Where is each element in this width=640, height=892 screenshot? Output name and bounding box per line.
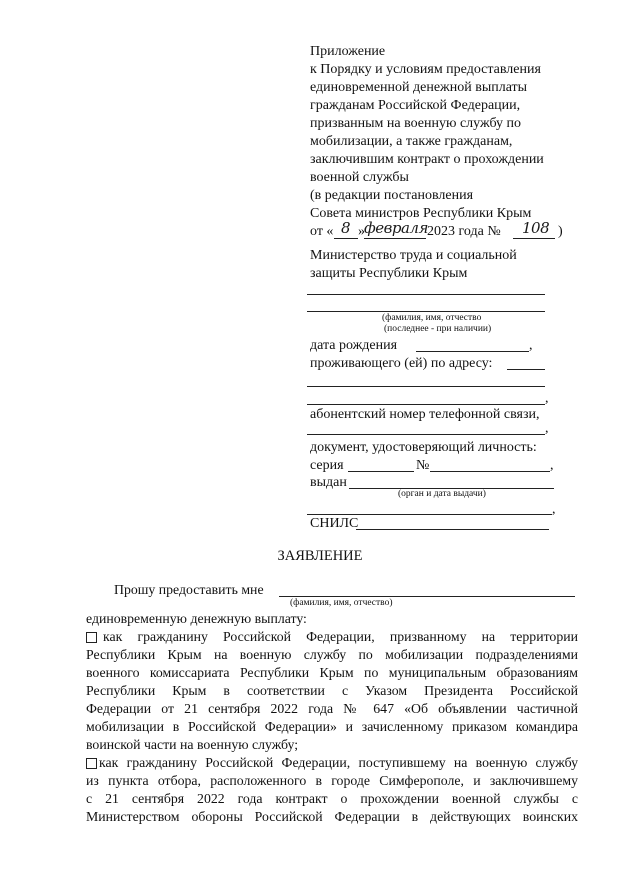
option-2 — [86, 754, 578, 826]
date-close: ) — [558, 224, 563, 239]
date-prefix: от « — [310, 224, 334, 239]
ministry-line: Министерство труда и социальной — [310, 248, 517, 263]
fio-line[interactable] — [307, 311, 545, 312]
ministry-line: защиты Республики Крым — [310, 266, 468, 281]
option-1 — [86, 628, 578, 754]
document-title: ЗАЯВЛЕНИЕ — [277, 548, 363, 564]
option-2-line: из пункта отбора, расположенного в городе Симферополе, и заключившему — [86, 773, 578, 788]
fio-line[interactable] — [307, 294, 545, 295]
address-end: , — [545, 391, 549, 406]
issued-label: выдан — [310, 475, 347, 490]
request-lead: Прошу предоставить мне — [114, 582, 264, 597]
option-1-line — [86, 628, 578, 646]
series-label: серия — [310, 458, 344, 473]
birth-end: , — [529, 338, 533, 353]
birth-date-field[interactable] — [416, 351, 529, 352]
option-2-line: Министерством обороны Российской Федерации в действующих воинских — [86, 809, 578, 824]
address-field[interactable] — [507, 369, 545, 370]
birth-label: дата рождения — [310, 338, 398, 353]
appendix-line: заключившим контракт о прохождении — [310, 152, 544, 167]
option-1-text: как гражданину Российской Федерации, призванному на территории — [103, 629, 578, 644]
appendix-line: военной службы — [310, 170, 409, 185]
address-label: проживающего (ей) по адресу: — [310, 356, 493, 371]
date-day-underline — [334, 238, 358, 239]
date-month-handwritten: февраля — [364, 219, 428, 237]
date-day-handwritten: 8 — [341, 219, 351, 237]
option-2-line — [86, 754, 578, 772]
date-mid: » — [358, 224, 365, 239]
appendix-line: мобилизации, а также гражданам, — [310, 134, 513, 149]
number-end: , — [550, 458, 554, 473]
option-1-line: Федерации от 21 сентября 2022 года № 647 «Об объявлении частичной — [86, 701, 578, 716]
appendix-line: призванным на военную службу по — [310, 116, 522, 131]
address-field[interactable] — [307, 386, 545, 387]
document-label: документ, удостоверяющий личность: — [310, 440, 537, 455]
appendix-line: гражданам Российской Федерации, — [310, 98, 521, 113]
request-continuation: единовременную денежную выплату: — [86, 611, 307, 626]
phone-end: , — [545, 421, 549, 436]
date-month-underline — [364, 238, 426, 239]
address-field[interactable] — [307, 404, 545, 405]
date-number-underline — [513, 238, 555, 239]
option-1-line: воинской части на военную службу; — [86, 737, 299, 752]
request-fio-field[interactable] — [279, 596, 575, 597]
appendix-line: единовременной денежной выплаты — [310, 80, 528, 95]
request-fio-caption: (фамилия, имя, отчество) — [290, 598, 393, 608]
option-2-text: как гражданину Российской Федерации, поступившему на военную службу — [99, 755, 578, 770]
phone-field[interactable] — [307, 434, 545, 435]
appendix-line: (в редакции постановления — [310, 188, 474, 203]
snils-label: СНИЛС — [310, 516, 359, 531]
snils-field[interactable] — [356, 529, 549, 530]
option-1-line: Республики Крым на военную службу по мобилизации подразделениями — [86, 647, 578, 662]
number-field[interactable] — [430, 471, 550, 472]
option-1-checkbox[interactable] — [86, 632, 97, 643]
option-1-line: мобилизации в Российской Федерации» и зачисленному приказом командира — [86, 719, 578, 734]
option-1-line: Республики Крым в соответствии с Указом Президента Российской — [86, 683, 578, 698]
number-label: № — [416, 458, 430, 473]
issued-end: , — [552, 502, 556, 517]
option-2-checkbox[interactable] — [86, 758, 97, 769]
fio-caption: (последнее - при наличии) — [384, 324, 492, 334]
appendix-line: Приложение — [310, 44, 386, 59]
option-2-line: с 21 сентября 2022 года контракт о прохождении военной службы с — [86, 791, 578, 806]
series-field[interactable] — [348, 471, 414, 472]
date-year: 2023 года № — [427, 224, 501, 239]
issued-caption: (орган и дата выдачи) — [398, 489, 486, 499]
appendix-line: Совета министров Республики Крым — [310, 206, 532, 221]
option-1-line: военного комиссариата Республики Крым по муниципальным образованиям — [86, 665, 578, 680]
date-number-handwritten: 108 — [522, 219, 550, 237]
fio-caption: (фамилия, имя, отчество — [382, 313, 482, 323]
appendix-line: к Порядку и условиям предоставления — [310, 62, 541, 77]
phone-label: абонентский номер телефонной связи, — [310, 407, 540, 422]
